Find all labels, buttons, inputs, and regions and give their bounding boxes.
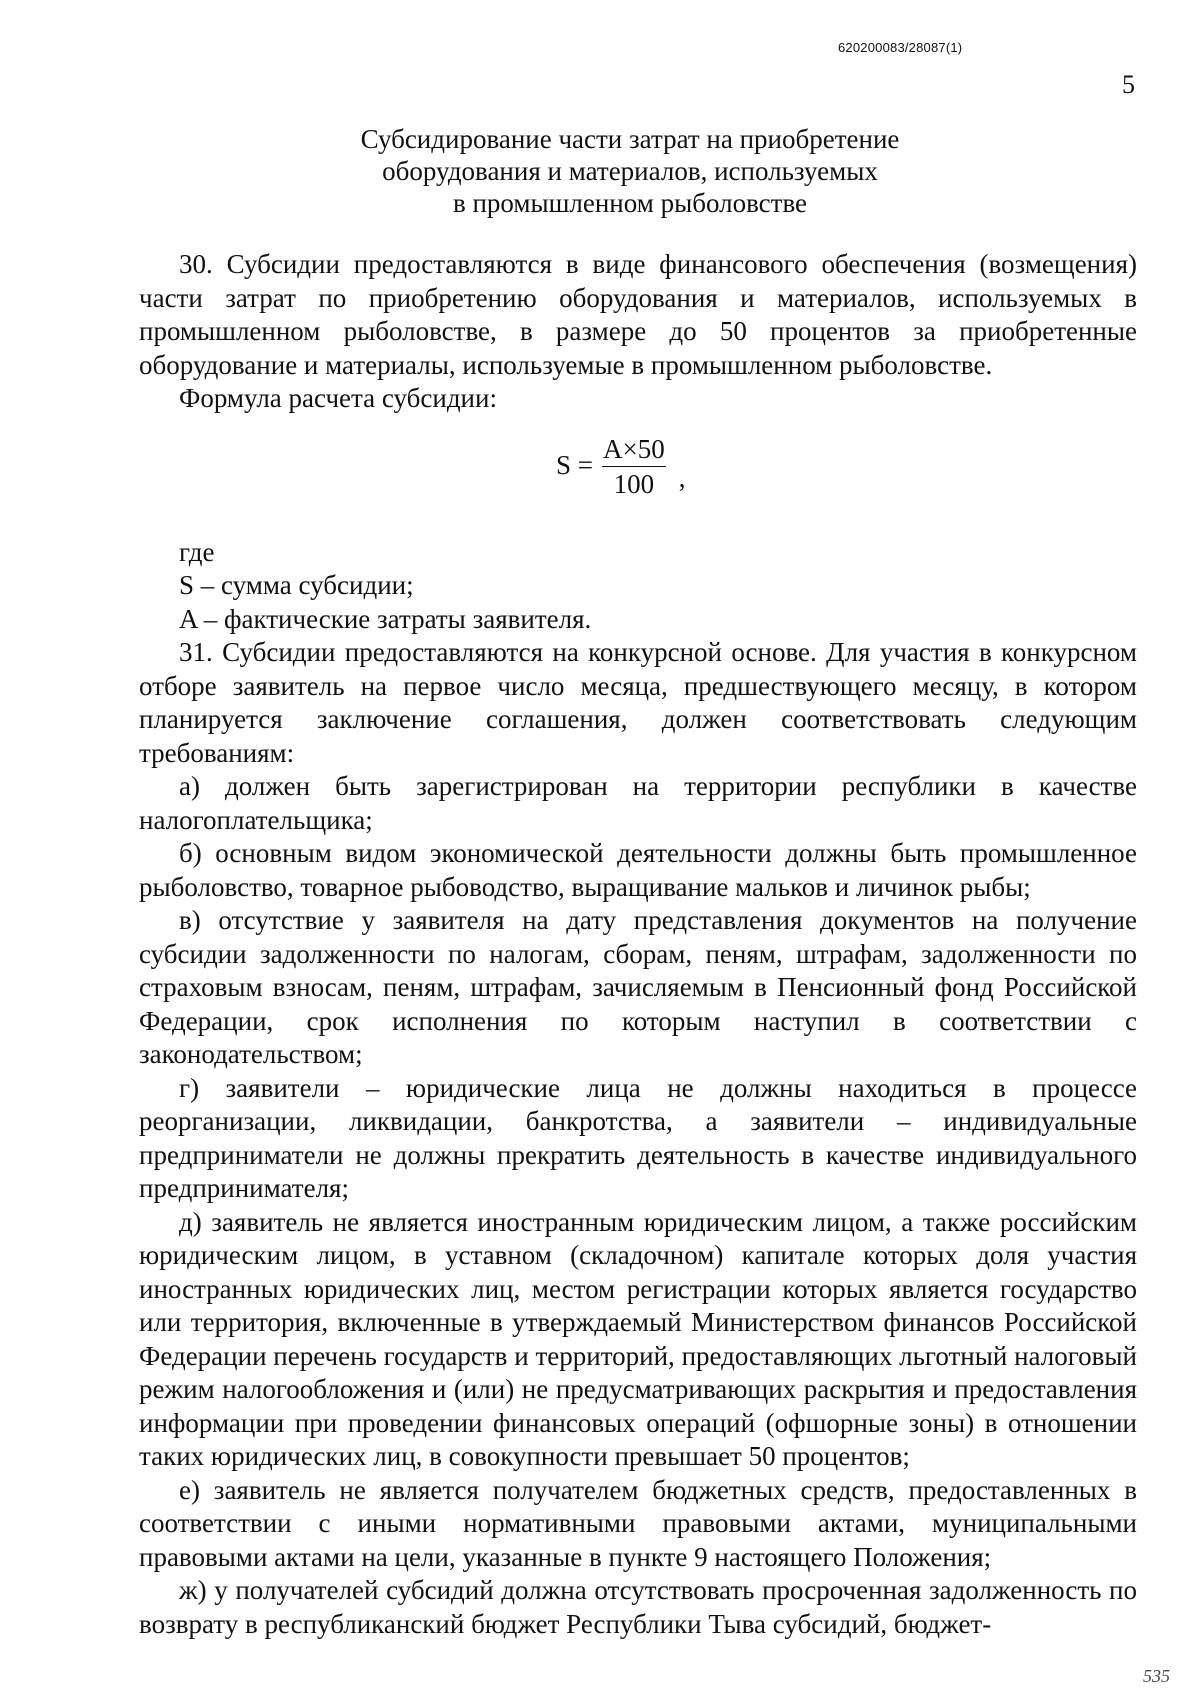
page-number: 5 bbox=[1122, 70, 1135, 99]
formula-fraction bbox=[599, 434, 669, 499]
requirement-g: г) заявители – юридические лица не должны находиться в процессе реорганизации, ликвидации, банкротства, а заявители – индивидуальные предприниматели не должны прекратить деятельность в качестве индивидуального предпринимателя; bbox=[139, 1072, 1137, 1203]
formula-denominator: 100 bbox=[602, 466, 667, 499]
paragraph-31: 31. Субсидии предоставляются на конкурсной основе. Для участия в конкурсном отборе заявитель на первое число месяца, предшествующего месяцу, в котором планируется заключение соглашения, должен соответствовать следующим требованиям: bbox=[139, 637, 1137, 768]
formula-numerator: A×50 bbox=[603, 433, 665, 464]
definition-s: S – сумма субсидии; bbox=[179, 570, 414, 600]
document-id: 620200083/28087(1) bbox=[838, 40, 963, 55]
formula-intro: Формула расчета субсидии: bbox=[179, 383, 497, 413]
title-line-3: в промышленном рыболовстве bbox=[452, 188, 808, 218]
requirement-b: б) основным видом экономической деятельности должны быть промышленное рыболовство, товарное рыбоводство, выращивание мальков и личинок рыбы; bbox=[139, 838, 1137, 902]
formula-comma: , bbox=[678, 463, 686, 494]
requirement-a: а) должен быть зарегистрирован на территории республики в качестве налогоплательщика; bbox=[139, 771, 1137, 835]
definition-a: A – фактические затраты заявителя. bbox=[179, 603, 592, 634]
paragraph-30: 30. Субсидии предоставляются в виде финансового обеспечения (возмещения) части затрат по приобретению оборудования и материалов, используемых в промышленном рыболовстве, в размере до 50 процентов за приобретенные оборудование и материалы, используемые в промышленном рыболовстве. bbox=[139, 249, 1137, 380]
document-body bbox=[139, 248, 1137, 1641]
title-line-1: Субсидирование части затрат на приобретение bbox=[360, 124, 900, 154]
requirement-d: д) заявитель не является иностранным юридическим лицом, а также российским юридическим лицом, в уставном (складочном) капитале которых доля участия иностранных юридических лиц, местом регистрации которых является государство или территория, включенные в утверждаемый Министерством финансов Российской Федерации перечень государств и территорий, предоставляющих льготный налоговый режим налогообложения и (или) не предусматривающих раскрытия и предоставления информации при проведении финансовых операций (офшорные зоны) в отношении таких юридических лиц, в совокупности превышает 50 процентов; bbox=[139, 1206, 1137, 1471]
title-line-2: оборудования и материалов, используемых bbox=[382, 156, 878, 186]
section-title bbox=[250, 123, 1010, 219]
formula-lhs: S = bbox=[556, 450, 593, 481]
requirement-zh: ж) у получателей субсидий должна отсутствовать просроченная задолженность по возврату в республиканский бюджет Республики Тыва субсидий, бюджет- bbox=[139, 1575, 1137, 1639]
where-label: где bbox=[179, 536, 215, 567]
handwritten-page-mark: 535 bbox=[1143, 1666, 1170, 1686]
requirement-e: е) заявитель не является получателем бюджетных средств, предоставленных в соответствии с иными нормативными правовыми актами, муниципальными правовыми актами на цели, указанные в пункте 9 настоящего Положения; bbox=[139, 1474, 1137, 1572]
subsidy-formula bbox=[139, 416, 1137, 536]
requirement-v: в) отсутствие у заявителя на дату представления документов на получение субсидии задолженности по налогам, сборам, пеням, штрафам, задолженности по страховым взносам, пеням, штрафам, зачисляемым в Пенсионный фонд Российской Федерации, срок исполнения по которым наступил в соответствии с законодательством; bbox=[139, 905, 1137, 1069]
